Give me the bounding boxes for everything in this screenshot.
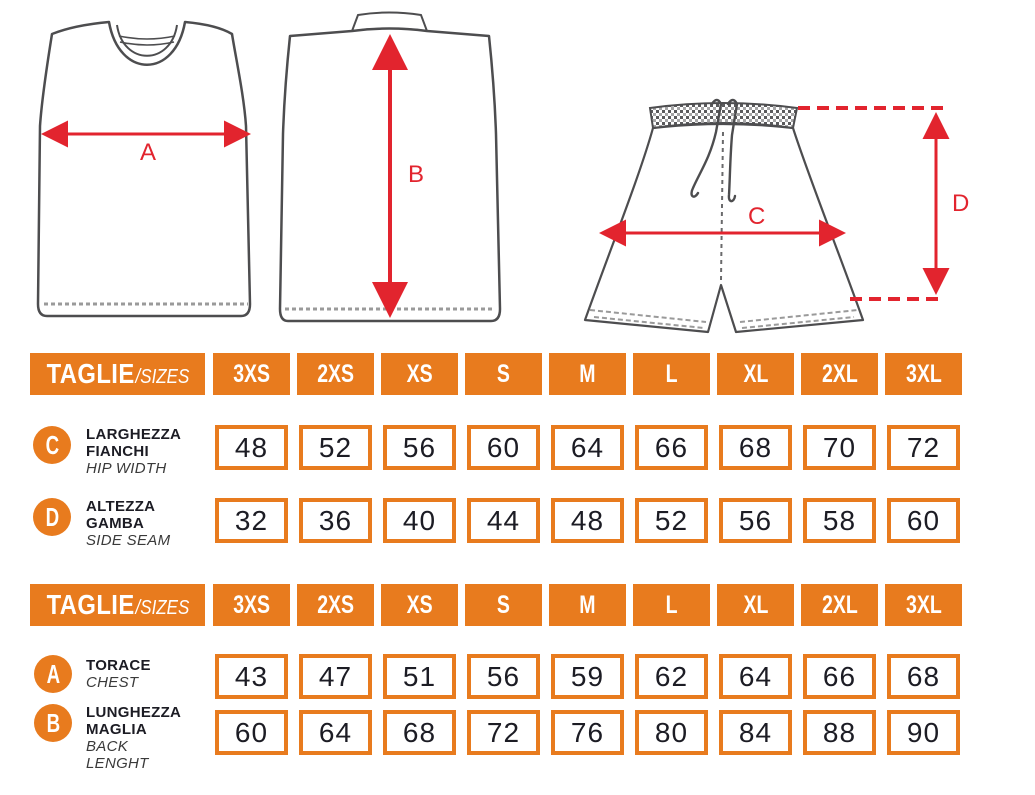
size-header-text: L bbox=[665, 590, 678, 619]
size-header-text: 3XS bbox=[233, 590, 270, 619]
size-header-cell bbox=[633, 584, 710, 626]
row-letter-text: A bbox=[46, 658, 60, 689]
size-value-cell: 64 bbox=[551, 425, 624, 470]
row-label-line: LARGHEZZA bbox=[86, 426, 182, 443]
size-header-cell bbox=[885, 353, 962, 395]
size-header-cell bbox=[297, 353, 374, 395]
size-header-cell bbox=[633, 353, 710, 395]
size-header-text: 3XS bbox=[233, 359, 270, 388]
size-value-cell: 48 bbox=[215, 425, 288, 470]
size-value-cell: 56 bbox=[383, 425, 456, 470]
size-value-cell: 58 bbox=[803, 498, 876, 543]
size-value-cell: 43 bbox=[215, 654, 288, 699]
size-value-cell: 51 bbox=[383, 654, 456, 699]
shorts-body-outline bbox=[585, 124, 863, 332]
row-label-line: TORACE bbox=[86, 657, 151, 674]
size-value-cell: 66 bbox=[803, 654, 876, 699]
size-value-cell: 60 bbox=[215, 710, 288, 755]
size-header-text: XL bbox=[743, 359, 768, 388]
front-neckband-inner bbox=[117, 25, 177, 56]
size-value-cell: 40 bbox=[383, 498, 456, 543]
row-label-line: FIANCHI bbox=[86, 443, 149, 460]
taglie-label: TAGLIE bbox=[46, 589, 135, 620]
row-label-line: MAGLIA bbox=[86, 721, 147, 738]
size-value-cell: 84 bbox=[719, 710, 792, 755]
size-value-cell: 32 bbox=[215, 498, 288, 543]
size-value-cell: 76 bbox=[551, 710, 624, 755]
measure-label-d: D bbox=[952, 190, 970, 217]
size-value-cell: 72 bbox=[887, 425, 960, 470]
row-label-line: LUNGHEZZA bbox=[86, 704, 182, 721]
taglie-label: TAGLIE bbox=[46, 358, 135, 389]
size-value-cell: 64 bbox=[719, 654, 792, 699]
table1-row-c-values bbox=[0, 425, 1035, 470]
size-header-cell bbox=[549, 353, 626, 395]
row-label-line: ALTEZZA bbox=[86, 498, 156, 515]
row-letter-text: C bbox=[45, 429, 59, 460]
size-header-cell bbox=[885, 584, 962, 626]
size-value-cell: 68 bbox=[383, 710, 456, 755]
size-value-cell: 68 bbox=[887, 654, 960, 699]
size-header-cell bbox=[465, 353, 542, 395]
size-value-cell: 48 bbox=[551, 498, 624, 543]
size-header-cell bbox=[381, 584, 458, 626]
size-value-cell: 66 bbox=[635, 425, 708, 470]
size-value-cell: 60 bbox=[467, 425, 540, 470]
row-letter-text: B bbox=[46, 707, 60, 738]
row-label-sub-line: SIDE SEAM bbox=[86, 532, 171, 549]
back-tank-diagram bbox=[272, 4, 507, 334]
table2-header-row bbox=[0, 584, 1035, 626]
table2-row-a-values bbox=[0, 654, 1035, 699]
size-header-text: L bbox=[665, 359, 678, 388]
size-header-text: 2XS bbox=[317, 590, 354, 619]
size-header-text: 3XL bbox=[905, 359, 942, 388]
table1-row-d-values bbox=[0, 498, 1035, 543]
row-label-sub-line: HIP WIDTH bbox=[86, 460, 167, 477]
row-label-sub-line: BACK bbox=[86, 738, 129, 755]
size-value-cell: 80 bbox=[635, 710, 708, 755]
size-header-text: M bbox=[579, 359, 596, 388]
size-value-cell: 90 bbox=[887, 710, 960, 755]
size-header-text: XS bbox=[406, 359, 433, 388]
size-value-cell: 56 bbox=[467, 654, 540, 699]
size-value-cell: 56 bbox=[719, 498, 792, 543]
row-label-sub-line: LENGHT bbox=[86, 755, 149, 772]
size-value-cell: 68 bbox=[719, 425, 792, 470]
size-header-cell bbox=[717, 584, 794, 626]
table1-header-row bbox=[0, 353, 1035, 395]
size-header-text: 2XS bbox=[317, 359, 354, 388]
size-header-cell bbox=[801, 584, 878, 626]
size-header-cell bbox=[549, 584, 626, 626]
size-header-text: S bbox=[496, 590, 511, 619]
size-value-cell: 70 bbox=[803, 425, 876, 470]
size-header-cell bbox=[717, 353, 794, 395]
size-value-cell: 62 bbox=[635, 654, 708, 699]
size-value-cell: 64 bbox=[299, 710, 372, 755]
row-label-sub-line: CHEST bbox=[86, 674, 139, 691]
measure-label-c: C bbox=[748, 203, 766, 230]
size-header-text: XS bbox=[406, 590, 433, 619]
size-value-cell: 52 bbox=[299, 425, 372, 470]
size-header-cell bbox=[213, 584, 290, 626]
size-value-cell: 44 bbox=[467, 498, 540, 543]
sizes-label: /SIZES bbox=[135, 366, 189, 388]
size-header-cell bbox=[381, 353, 458, 395]
size-header-text: M bbox=[579, 590, 596, 619]
front-collar-seam-2 bbox=[120, 42, 174, 45]
measure-label-b: B bbox=[408, 161, 425, 188]
measure-label-a: A bbox=[140, 139, 157, 166]
sizes-label: /SIZES bbox=[135, 597, 189, 619]
shorts-diagram bbox=[560, 80, 980, 340]
size-header-cell bbox=[465, 584, 542, 626]
size-header-text: XL bbox=[743, 590, 768, 619]
front-collar-seam-1 bbox=[119, 36, 175, 39]
size-header-cell bbox=[213, 353, 290, 395]
size-header-cell bbox=[297, 584, 374, 626]
size-value-cell: 59 bbox=[551, 654, 624, 699]
size-value-cell: 88 bbox=[803, 710, 876, 755]
size-header-cell bbox=[801, 353, 878, 395]
table2-row-b-values bbox=[0, 707, 1035, 755]
size-value-cell: 47 bbox=[299, 654, 372, 699]
size-header-text: 2XL bbox=[821, 590, 858, 619]
size-header-text: 2XL bbox=[821, 359, 858, 388]
size-value-cell: 60 bbox=[887, 498, 960, 543]
size-value-cell: 52 bbox=[635, 498, 708, 543]
size-value-cell: 72 bbox=[467, 710, 540, 755]
row-label-line: GAMBA bbox=[86, 515, 145, 532]
row-letter-text: D bbox=[45, 501, 59, 532]
size-header-text: 3XL bbox=[905, 590, 942, 619]
size-value-cell: 36 bbox=[299, 498, 372, 543]
front-tank-outline bbox=[38, 22, 250, 316]
size-header-text: S bbox=[496, 359, 511, 388]
front-tank-diagram bbox=[22, 4, 262, 334]
